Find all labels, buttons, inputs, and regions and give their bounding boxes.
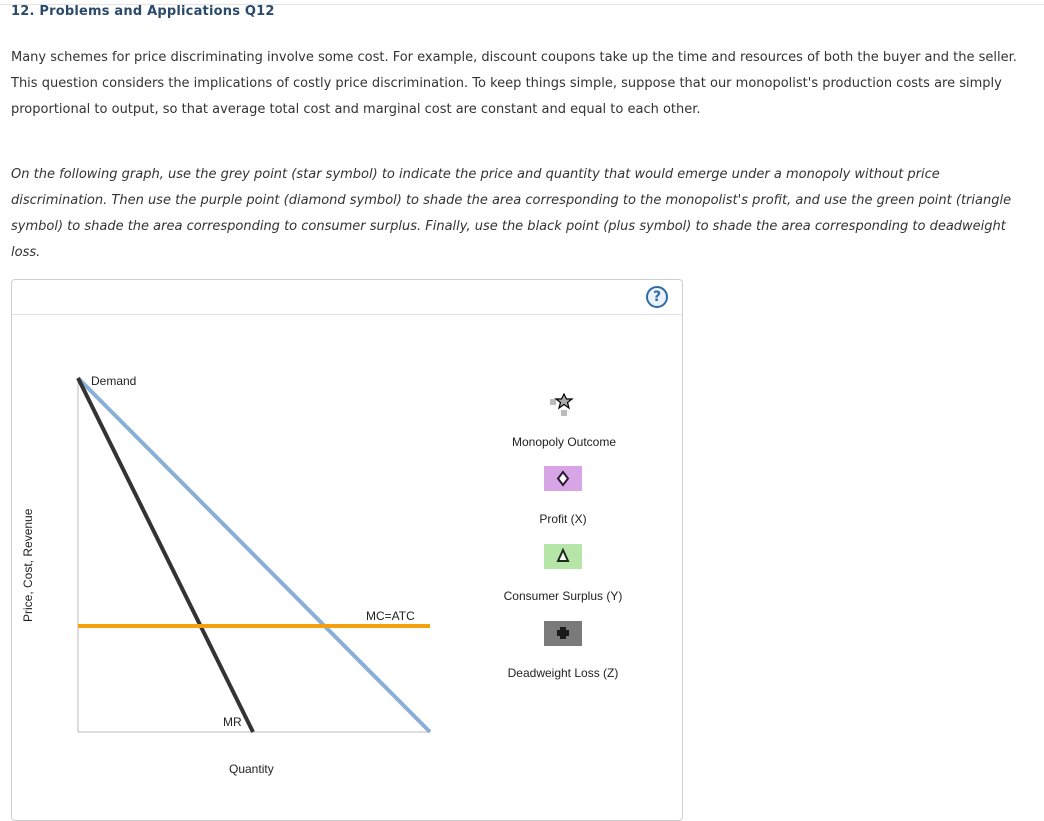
question-paragraph-1: Many schemes for price discriminating involve some cost. For example, discount coupons take up the time and resources of both the buyer and the seller. This question considers the implications of costly price discrimination. To keep things simple, suppose that our monopolist's production costs are simply proportional to output, so that average total cost and marginal cost are constant and equal to each other. (11, 50, 1017, 117)
star-icon (556, 394, 572, 408)
profit-label: Profit (X) (539, 512, 587, 526)
star-marker-dot-lower (561, 410, 567, 416)
mc-atc-label: MC=ATC (366, 609, 415, 623)
star-marker-dot (550, 399, 556, 405)
graph-canvas[interactable] (12, 280, 682, 807)
demand-curve[interactable] (78, 378, 430, 732)
monopoly-outcome-tool[interactable] (512, 394, 616, 449)
x-axis-label: Quantity (229, 762, 274, 776)
mr-label: MR (223, 715, 242, 729)
y-axis-label: Price, Cost, Revenue (21, 508, 35, 622)
monopoly-outcome-label: Monopoly Outcome (511, 435, 617, 449)
deadweight-loss-tool[interactable] (508, 621, 619, 680)
question-title: 12. Problems and Applications Q12 (11, 4, 275, 19)
consumer-surplus-label: Consumer Surplus (Y) (503, 589, 623, 603)
help-icon[interactable]: ? (646, 286, 668, 308)
profit-tool[interactable] (539, 466, 586, 526)
consumer-surplus-tool[interactable] (504, 544, 623, 603)
deadweight-loss-label: Deadweight Loss (Z) (507, 666, 619, 680)
demand-label: Demand (91, 374, 137, 388)
mr-curve[interactable] (78, 378, 253, 732)
graph-panel (11, 279, 683, 821)
question-paragraph-2: On the following graph, use the grey point (star symbol) to indicate the price and quantity that would emerge under a monopoly without price discrimination. Then use the purple point (diamond symbol) to shade the area corresponding to the monopolist's profit, and use the green point (triangle symbol) to shade the area corresponding to consumer surplus. Finally, use the black point (plus symbol) to shade the area corresponding to deadweight loss. (11, 167, 1012, 260)
